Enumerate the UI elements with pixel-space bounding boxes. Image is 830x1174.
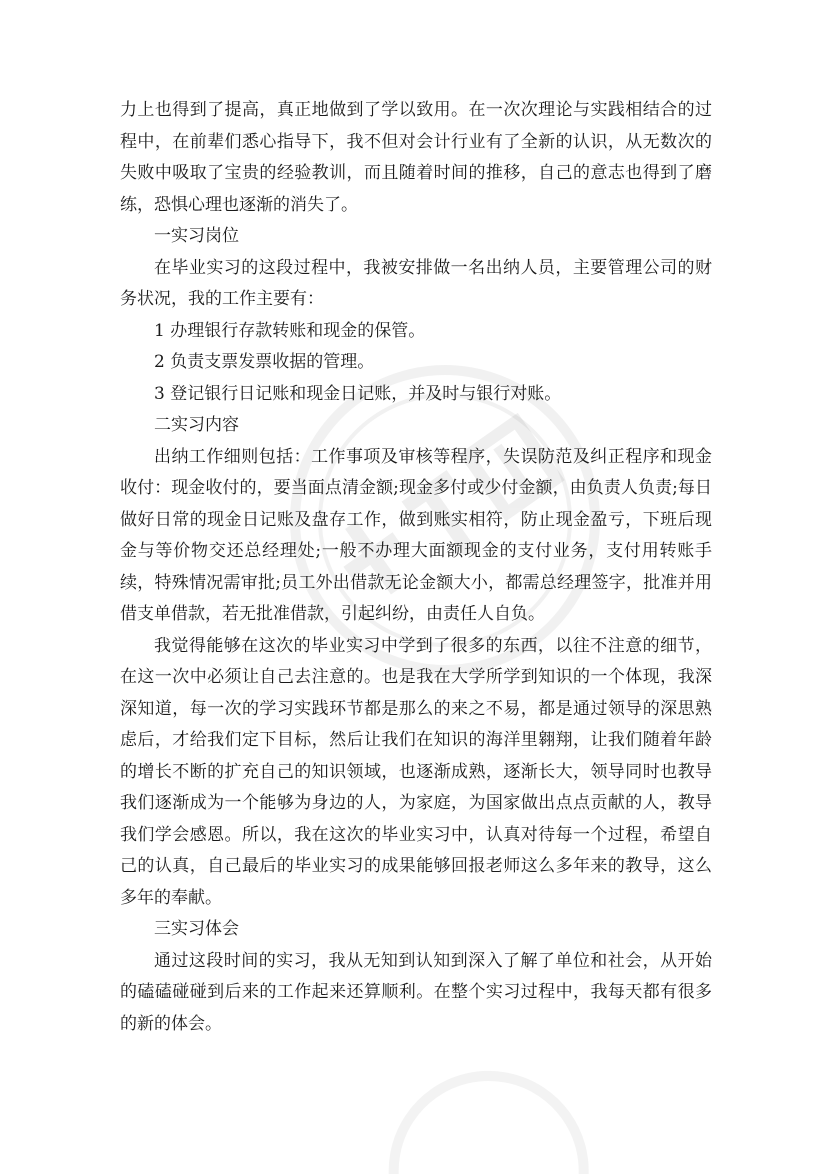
duty-item-3: 3 登记银行日记账和现金日记账，并及时与银行对账。 xyxy=(154,383,562,404)
document-body xyxy=(120,95,712,1040)
section-heading-3: 三实习体会 xyxy=(154,919,239,939)
watermark-stamp-icon-lower xyxy=(330,1070,590,1174)
duty-item-1: 1 办理银行存款转账和现金的保管。 xyxy=(154,320,426,341)
duty-item-2: 2 负责支票发票收据的管理。 xyxy=(154,352,375,372)
paragraph-cashier-rules: 出纳工作细则包括：工作事项及审核等程序，失误防范及纠正程序和现金收付：现金收付的，要当面点清金额;现金多付或少付金额，由负责人负责;每日做好日常的现金日记账及盘存工作，做到账实相符，防止现金盈亏，下班后现金与等价物交还总经理处;一般不办理大面额现金的支付业务，支付用转账手续，特殊情况需审批;员工外出借款无论金额大小，都需总经理签字，批准并用借支单借款，若无批准借款，引起纠纷，由责任人自负。 xyxy=(120,446,712,624)
section-heading-1: 一实习岗位 xyxy=(154,226,239,246)
paragraph-position: 在毕业实习的这段过程中，我被安排做一名出纳人员，主要管理公司的财务状况，我的工作主要有： xyxy=(120,257,712,309)
section-heading-2: 二实习内容 xyxy=(154,415,239,435)
paragraph-experience: 通过这段时间的实习，我从无知到认知到深入了解了单位和社会，从开始的磕磕碰碰到后来的工作起来还算顺利。在整个实习过程中，我每天都有很多的新的体会。 xyxy=(120,950,712,1034)
paragraph-continuation: 力上也得到了提高，真正地做到了学以致用。在一次次理论与实践相结合的过程中，在前辈们悉心指导下，我不但对会计行业有了全新的认识，从无数次的失败中吸取了宝贵的经验教训，而且随着时间的推移，自己的意志也得到了磨练，恐惧心理也逐渐的消失了。 xyxy=(120,100,712,215)
paragraph-reflection: 我觉得能够在这次的毕业实习中学到了很多的东西，以往不注意的细节，在这一次中必须让自己去注意的。也是我在大学所学到知识的一个体现，我深深知道，每一次的学习实践环节都是那么的来之不易，都是通过领导的深思熟虑后，才给我们定下目标，然后让我们在知识的海洋里翱翔，让我们随着年龄的增长不断的扩充自己的知识领域，也逐渐成熟，逐渐长大，领导同时也教导我们逐渐成为一个能够为身边的人，为家庭，为国家做出点点贡献的人，教导我们学会感恩。所以，我在这次的毕业实习中，认真对待每一个过程，希望自己的认真，自己最后的毕业实习的成果能够回报老师这么多年来的教导，这么多年的奉献。 xyxy=(120,635,712,908)
